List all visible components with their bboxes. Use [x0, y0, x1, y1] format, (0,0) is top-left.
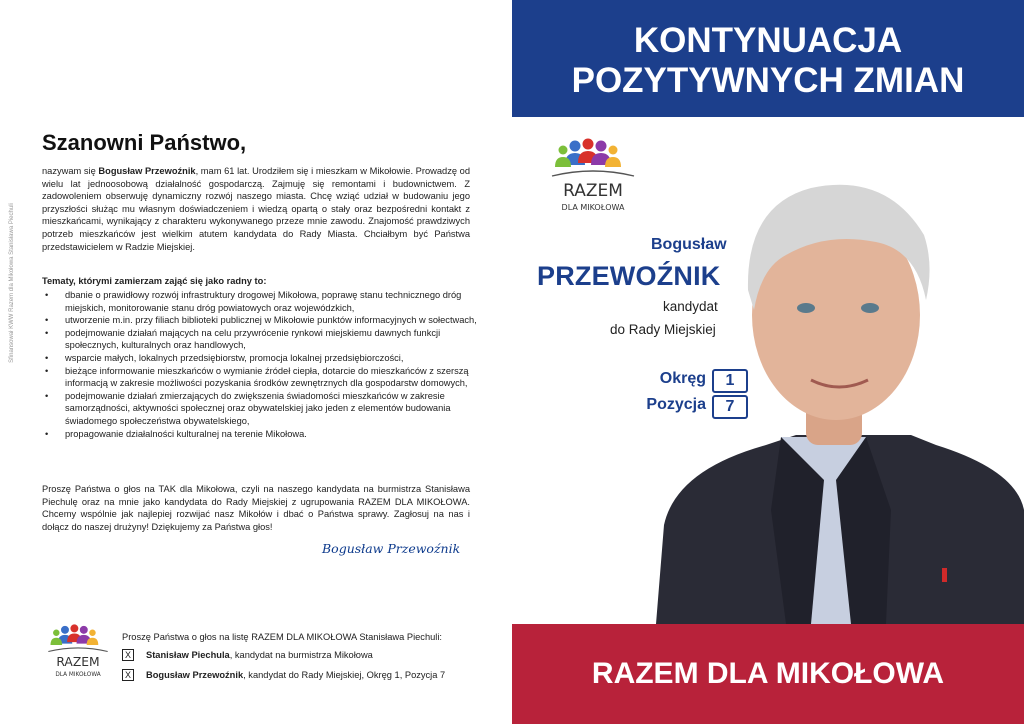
slogan-line-2: POZYTYWNYCH ZMIAN: [571, 61, 965, 100]
lapel-pin: [942, 568, 947, 582]
logo-arc: [552, 171, 634, 176]
people-figures-icon: [555, 139, 621, 168]
financing-note-text: Sfinansował KWW Razem dla Mikołowa Stanisława Piechuli: [9, 203, 15, 363]
topics-list: [42, 289, 482, 440]
position-number: 7: [712, 395, 748, 419]
topic-item: • podejmowanie działań mających na celu przywrócenie rynkowi miejskiemu dawnych funkcji społecznych, kulturalnych oraz handlowych,: [42, 327, 482, 352]
signature: Bogusław Przewoźnik: [322, 541, 461, 556]
intro-pre: nazywam się: [42, 166, 99, 176]
party-name-banner: [512, 624, 1024, 724]
footer-candidate-name: Stanisław Piechula: [146, 650, 230, 660]
logo-subtitle: DLA MIKOŁOWA: [55, 672, 101, 679]
topic-item: • bieżące informowanie mieszkańców o wymianie źródeł ciepła, dotarcie do mieszkańców z szerszą informacją w zakresie możliwości pozyskania środków zewnętrznych dla gospodarstw domowych,: [42, 365, 482, 390]
candidate-role-detail: do Rady Miejskiej: [610, 322, 716, 337]
logo-title: RAZEM: [56, 655, 100, 670]
candidate-role: kandydat: [663, 299, 718, 314]
footer-party-logo: [44, 622, 112, 684]
footer-candidate-row: [122, 669, 445, 681]
topic-item: • podejmowanie działań zmierzających do zwiększenia świadomości mieszkańców w zakresie samorządności, aktywności społecznej oraz obywatelskiej jako jeden z elementów budowania świadomego społeczeństwa obywatelskiego,: [42, 390, 482, 428]
logo-subtitle: DLA MIKOŁOWA: [561, 203, 625, 212]
topics-heading: Tematy, którymi zamierzam zająć się jako radny to:: [42, 276, 267, 286]
eye-right: [861, 303, 879, 313]
candidate-last-name: PRZEWOŹNIK: [537, 261, 721, 291]
footer-candidate-name: Bogusław Przewoźnik: [146, 670, 244, 680]
party-logo: [546, 138, 640, 218]
marked-checkbox: X: [122, 669, 134, 681]
eye-left: [797, 303, 815, 313]
party-name: RAZEM DLA MIKOŁOWA: [591, 657, 945, 690]
letter-greeting: Szanowni Państwo,: [42, 130, 247, 155]
marked-checkbox: X: [122, 649, 134, 661]
district-label: Okręg: [659, 370, 706, 387]
slogan-line-1: KONTYNUACJA: [633, 21, 903, 60]
topic-item: • propagowanie działalności kulturalnej na terenie Mikołowa.: [42, 428, 482, 441]
topic-item: • utworzenie m.in. przy filiach biblioteki publicznej w Mikołowie punktów informacyjnych w sołectwach,: [42, 314, 482, 327]
slogan-banner: [512, 0, 1024, 117]
logo-title: RAZEM: [563, 181, 623, 201]
logo-arc: [48, 648, 107, 652]
financing-note: [2, 190, 16, 390]
candidate-first-name: Bogusław: [651, 236, 727, 253]
footer-candidate-row: [122, 649, 373, 661]
intro-post: , mam 61 lat. Urodziłem się i mieszkam w Mikołowie. Prowadzę od wielu lat jednoosobową działalność gospodarczą. Zajmuję się remontami i budownictwem. Z zadowoleniem obserwuję dynamiczny rozwój naszego miasta. Chcę wziąć udział w budowaniu jego przyszłości służąc mu własnym doświadczeniem i wiedzą opartą o stały oraz bezpośredni kontakt z mieszkańcami, wynikający z charakteru wykonywanego przeze mnie zawodu. Znajomość prawdziwych potrzeb mieszkańców jest wielkim atutem kandydata do Rady Miasta. Chciałbym być Państwa przedstawicielem w Radzie Miejskiej.: [42, 166, 470, 252]
district-number: 1: [712, 369, 748, 393]
topic-item: • dbanie o prawidłowy rozwój infrastruktury drogowej Mikołowa, poprawę stanu technicznego dróg miejskich, monitorowanie stanu dróg powiatowych oraz wojewódzkich,: [42, 289, 482, 314]
people-figures-icon: [51, 624, 99, 645]
footer-lead: Proszę Państwa o głos na listę RAZEM DLA MIKOŁOWA Stanisława Piechuli:: [122, 632, 443, 642]
intro-name: Bogusław Przewoźnik: [98, 166, 196, 176]
footer-candidate-desc: , kandydat na burmistrza Mikołowa: [229, 650, 373, 660]
letter-closing: Proszę Państwa o głos na TAK dla Mikołowa, czyli na naszego kandydata na burmistrza Stanisława Piechulę oraz na mnie jako kandydata do Rady Miejskiej z ugrupowania RAZEM DLA MIKOŁOWA. Chcemy wspólnie jak najlepiej rozwijać nasz Mikołów i dbać o Państwa sprawy. Zagłosuj na nas i dołącz do naszej drużyny! Dziękujemy za Państwa głos!: [42, 484, 470, 532]
letter-intro: [42, 165, 470, 253]
footer-candidate-desc: , kandydat do Rady Miejskiej, Okręg 1, Pozycja 7: [243, 670, 446, 680]
topic-item: • wsparcie małych, lokalnych przedsiębiorstw, promocja lokalnej przedsiębiorczości,: [42, 352, 482, 365]
position-label: Pozycja: [646, 396, 706, 413]
